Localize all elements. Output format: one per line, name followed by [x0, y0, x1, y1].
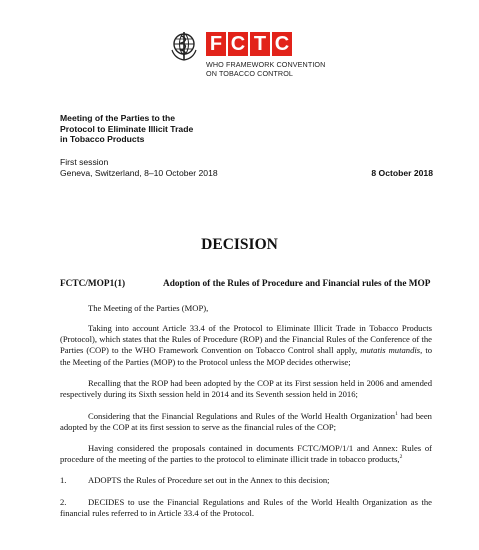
logo-letter: C: [272, 32, 292, 56]
session-name: First session: [60, 157, 109, 167]
paragraph-text: Having considered the proposals contained in documents FCTC/MOP/1/1 and Annex: Rules of procedure of the meeting of the parties to the protocol to eliminate illicit trade in tobacco products,: [60, 443, 432, 465]
paragraph-text: had been adopted by the COP at its first session to serve as the financial rules of the COP;: [60, 411, 432, 433]
paragraph-2: [60, 378, 432, 400]
logo-tagline-line: ON TOBACCO CONTROL: [206, 69, 293, 78]
logo-letter: F: [206, 32, 226, 56]
fctc-logo: [168, 30, 358, 80]
who-emblem-icon: [168, 30, 200, 62]
list-item-number: 1.: [60, 475, 67, 485]
logo-tagline: [206, 60, 366, 78]
paragraph-italic: mutatis mutandis: [360, 345, 421, 356]
paragraph-text: Taking into account Article 33.4 of the Protocol to Eliminate Illicit Trade in Tobacco Products (Protocol), which states that the Rules of Procedure (ROP) and the Financial Rules of the Conference of the Parties (COP) to the WHO Framework Convention on Tobacco Control shall apply,: [60, 323, 432, 356]
footnote-ref: 1: [395, 411, 398, 418]
list-item-text: DECIDES to use the Financial Regulations and Rules of the World Health Organization as the financial rules referred to in Article 33.4 of the Protocol.: [60, 497, 432, 519]
meeting-title-line: in Tobacco Products: [60, 134, 145, 144]
logo-letter: T: [250, 32, 270, 56]
footnote-ref: 2: [399, 454, 403, 461]
paragraph-1: [60, 323, 432, 368]
paragraph-text: Considering that the Financial Regulations and Rules of the World Health Organization: [88, 411, 396, 421]
paragraph-3: [60, 411, 432, 433]
list-item-text: ADOPTS the Rules of Procedure set out in the Annex to this decision;: [88, 475, 330, 485]
page-title: DECISION: [201, 236, 278, 253]
meeting-title-line: Meeting of the Parties to the: [60, 113, 176, 123]
intro-text: The Meeting of the Parties (MOP),: [88, 303, 209, 313]
decision-title: Adoption of the Rules of Procedure and Financial rules of the MOP: [163, 279, 431, 289]
paragraph-text: Recalling that the ROP had been adopted by the COP at its First session held in 2006 and amended respectively during its Sixth session held in 2014 and its Seventh session held in 2016;: [60, 378, 432, 400]
logo-tagline-line: WHO FRAMEWORK CONVENTION: [206, 60, 326, 69]
meeting-title: [60, 113, 260, 145]
list-item-number: 2.: [60, 497, 67, 507]
session-location: Geneva, Switzerland, 8–10 October 2018: [60, 168, 218, 178]
paragraph-4: [60, 443, 432, 465]
document-date: 8 October 2018: [371, 168, 433, 178]
intro-paragraph: [60, 303, 432, 314]
meeting-title-line: Protocol to Eliminate Illicit Trade: [60, 123, 194, 134]
logo-letter: C: [228, 32, 248, 56]
decision-code: FCTC/MOP1(1): [60, 279, 126, 289]
paragraph-text: , to the Meeting of the Parties (MOP) to the Protocol unless the MOP decides otherwise;: [60, 345, 433, 367]
session-info: [60, 157, 320, 179]
fctc-wordmark: [206, 32, 292, 56]
